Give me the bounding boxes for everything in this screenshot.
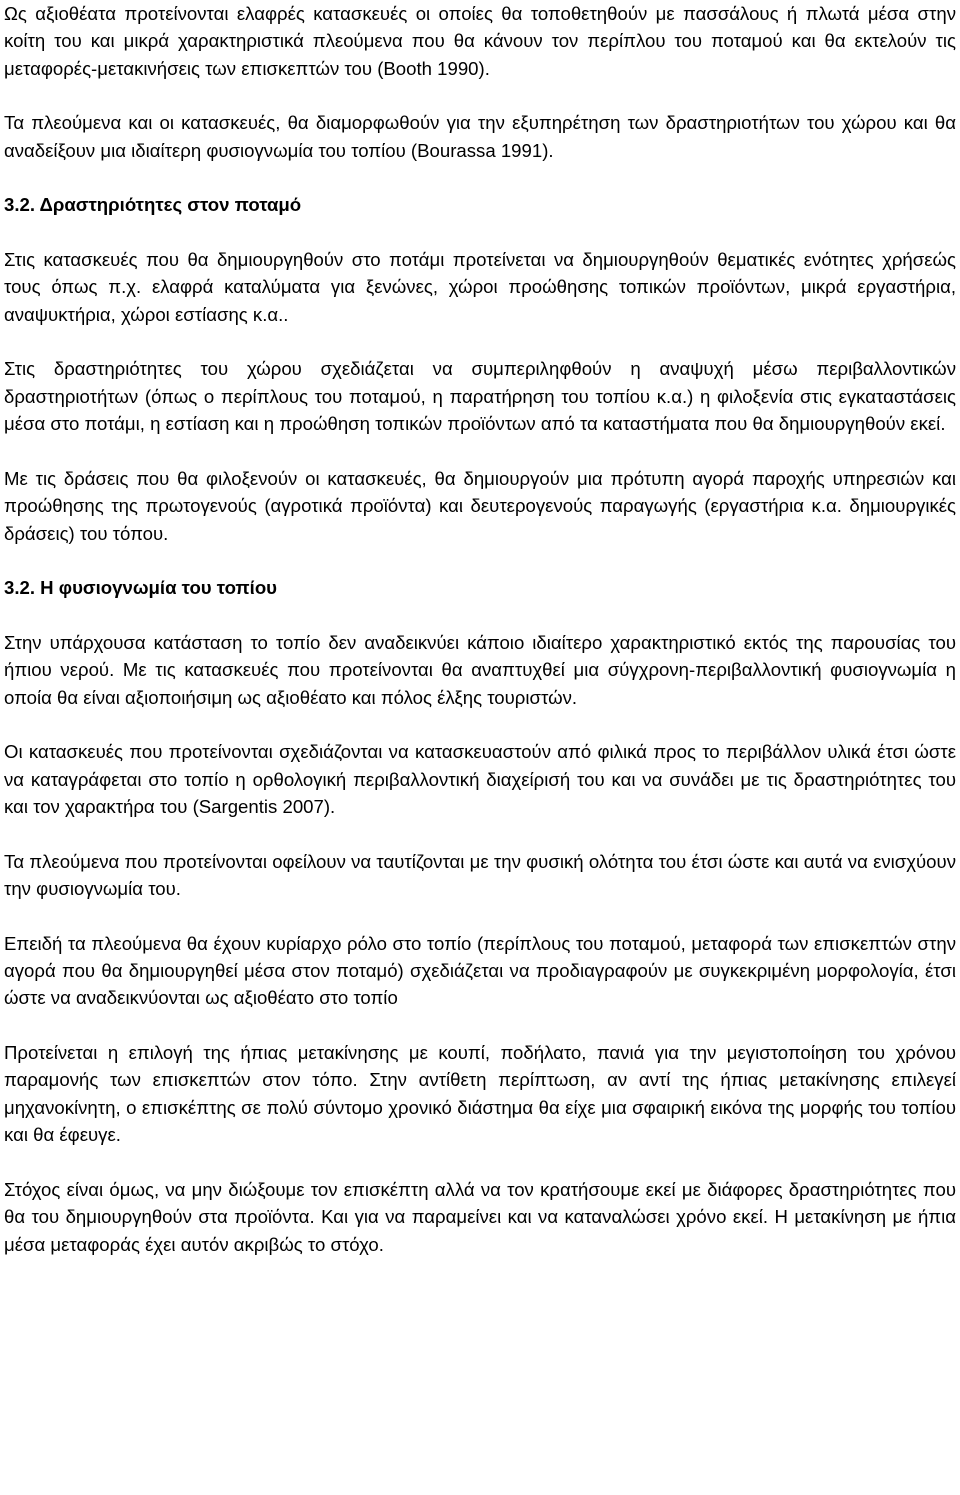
paragraph-goal: Στόχος είναι όμως, να μην διώξουμε τον επισκέπτη αλλά να τον κρατήσουμε εκεί με διάφορες δραστηριότητες που θα του δημιουργηθούν στα προϊόντα. Και για να παραμείνει και να καταναλώσει χρόνο εκεί. Η μετακίνηση με ήπια μέσα μεταφοράς έχει αυτόν ακριβώς το στόχο. <box>4 1178 956 1255</box>
paragraph-area-activities: Στις δραστηριότητες του χώρου σχεδιάζεται να συμπεριληφθούν η αναψυχή μέσω περιβαλλοντικών δραστηριοτήτων (όπως ο περίπλους του ποταμού, η παρατήρηση του τοπίου κ.α.) η φιλοξενία στις εγκαταστάσεις μέσα στο ποτάμι, η εστίαση και η προώθηση τοπικών προϊόντων από τα καταστήματα που θα δημιουργηθούν εκεί. <box>4 358 956 435</box>
paragraph-thematic-units: Στις κατασκευές που θα δημιουργηθούν στο ποτάμι προτείνεται να δημιουργηθούν θεματικές ενότητες χρήσεώς τους όπως π.χ. ελαφρά καταλύματα για ξενώνες, χώροι προώθησης τοπικών προϊόντων, μικρά εργαστήρια, αναψυκτήρια, χώροι εστίασης κ.α.. <box>4 249 956 325</box>
section-heading-landscape-character: 3.2. Η φυσιογνωμία του τοπίου <box>4 577 277 599</box>
paragraph-vessels-identity: Τα πλεούμενα που προτείνονται οφείλουν να ταυτίζονται με την φυσική ολότητα του έτσι ώστε και αυτά να ενισχύουν την φυσιογνωμία του. <box>4 850 956 900</box>
paragraph-market-services: Με τις δράσεις που θα φιλοξενούν οι κατασκευές, θα δημιουργούν μια πρότυπη αγορά παροχής υπηρεσιών και προώθησης της πρωτογενούς (αγροτικά προϊόντα) και δευτερογενούς παραγωγής (εργαστήρια κ.α. δημιουργικές δράσεις) του τόπου. <box>4 467 956 544</box>
paragraph-vessels-role: Επειδή τα πλεούμενα θα έχουν κυρίαρχο ρόλο στο τοπίο (περίπλους του ποταμού, μεταφορά των επισκεπτών στην αγορά που θα δημιουργηθεί μέσα στον ποταμό) σχεδιάζεται να προδιαγραφούν με συγκεκριμένη μορφολογία, έτσι ώστε να αναδεικνύονται ως αξιοθέατο στο τοπίο <box>4 932 956 1009</box>
section-heading-river-activities: 3.2. Δραστηριότητες στον ποταμό <box>4 194 302 216</box>
paragraph-soft-mobility: Προτείνεται η επιλογή της ήπιας μετακίνησης με κουπί, ποδήλατο, πανιά για την μεγιστοποίηση του χρόνου παραμονής των επισκεπτών στον τόπο. Στην αντίθετη περίπτωση, αν αντί της ήπιας μετακίνησης επιλεγεί μηχανοκίνητη, ο επισκέπτης σε πολύ σύντομο χρονικό διάστημα θα είχε μια σφαιρική εικόνα της μορφής του τοπίου και θα έφευγε. <box>4 1042 956 1146</box>
paragraph-sightseeing-structures: Ως αξιοθέατα προτείνονται ελαφρές κατασκευές οι οποίες θα τοποθετηθούν με πασσάλους ή πλωτά μέσα στην κοίτη του και μικρά χαρακτηριστικά πλεούμενα που θα κάνουν τον περίπλου του ποταμού και θα εκτελούν τις μεταφορές-μετακινήσεις των επισκεπτών του (Booth 1990). <box>4 3 956 79</box>
paragraph-eco-materials: Οι κατασκευές που προτείνονται σχεδιάζονται να κατασκευαστούν από φιλικά προς το περιβάλλον υλικά έτσι ώστε να καταγράφεται στο τοπίο η ορθολογική περιβαλλοντική διαχείρισή του και να συνάδει με τις δραστηριότητες του και τον χαρακτήρα του (Sargentis 2007). <box>4 741 956 818</box>
paragraph-existing-state: Στην υπάρχουσα κατάσταση το τοπίο δεν αναδεικνύει κάποιο ιδιαίτερο χαρακτηριστικό εκτός της παρουσίας του ήπιου νερού. Με τις κατασκευές που προτείνονται θα αναπτυχθεί μια σύγχρονη-περιβαλλοντική φυσιογνωμία η οποία θα είναι αξιοποιήσιμη ως αξιοθέατο και πόλος έλξης τουριστών. <box>4 631 956 708</box>
paragraph-vessels-structures: Τα πλεούμενα και οι κατασκευές, θα διαμορφωθούν για την εξυπηρέτηση των δραστηριοτήτων του χώρου και θα αναδείξουν μια ιδιαίτερη φυσιογνωμία του τοπίου (Bourassa 1991). <box>4 112 956 161</box>
document-page <box>4 0 956 1285</box>
